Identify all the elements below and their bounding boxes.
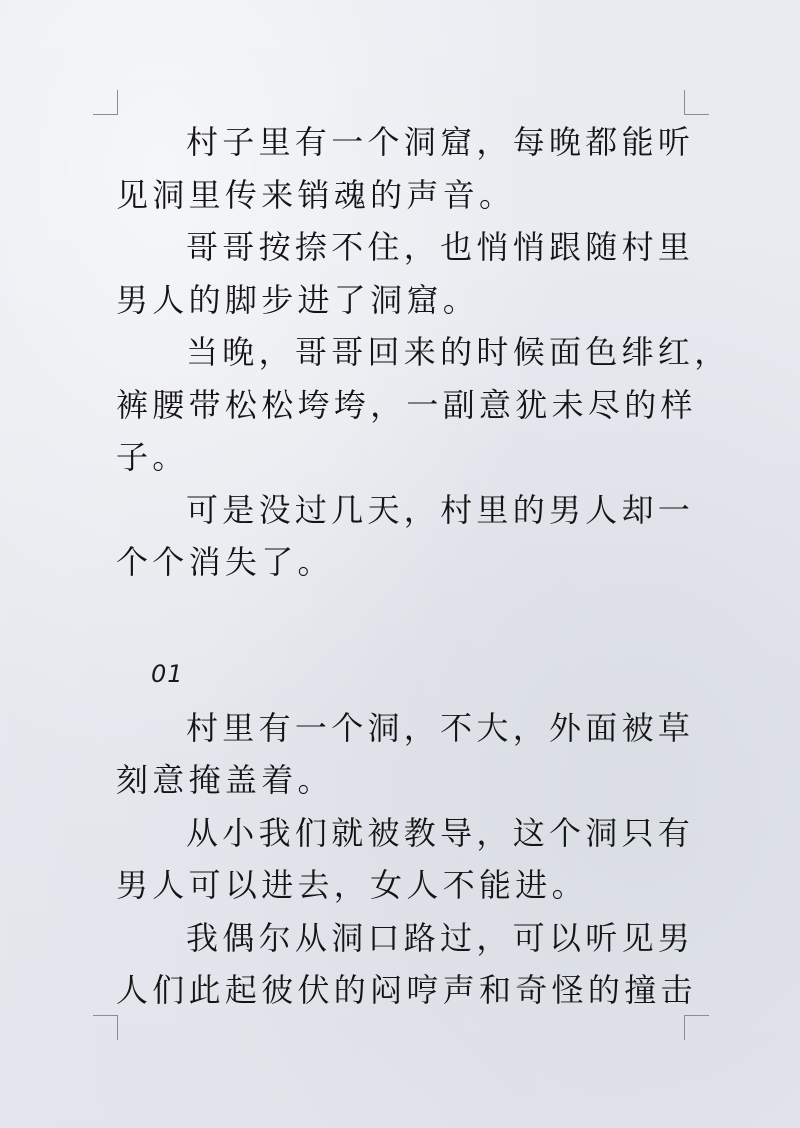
paragraph-line: 人们此起彼伏的闷哼声和奇怪的撞击: [116, 971, 697, 1009]
paragraph-line: 哥哥按捺不住，也悄悄跟随村里: [186, 228, 695, 266]
section-spacer: [116, 589, 696, 646]
crop-mark-top-right: [684, 90, 709, 115]
paragraph-line: 我偶尔从洞口路过，可以听见男: [186, 918, 695, 957]
paragraph-line: 见洞里传来销魂的声音。: [116, 175, 516, 214]
story-text: [116, 116, 731, 1017]
paragraph-line: 男人可以进去，女人不能进。: [116, 866, 588, 904]
paragraph-line: 刻意掩盖着。: [116, 761, 334, 799]
crop-mark-bottom-left: [93, 1015, 118, 1040]
paragraph-line: 个个消失了。: [116, 543, 334, 581]
paragraph-line: 可是没过几天，村里的男人却一: [186, 490, 695, 529]
paragraph-line: 裤腰带松松垮垮，一副意犹未尽的样: [116, 385, 697, 424]
paragraph-line: 子。: [116, 438, 189, 476]
paragraph-line: 当晚，哥哥回来的时候面色绯红，: [186, 333, 731, 371]
paragraph-line: 村里有一个洞，不大，外面被草: [186, 708, 695, 747]
crop-mark-top-left: [93, 90, 118, 115]
crop-mark-bottom-right: [684, 1015, 709, 1040]
paragraph-line: 村子里有一个洞窟，每晚都能听: [186, 123, 695, 161]
paragraph-line: 男人的脚步进了洞窟。: [116, 280, 480, 319]
paragraph-line: 从小我们就被教导，这个洞只有: [186, 813, 695, 852]
section-number: 01: [151, 659, 184, 688]
